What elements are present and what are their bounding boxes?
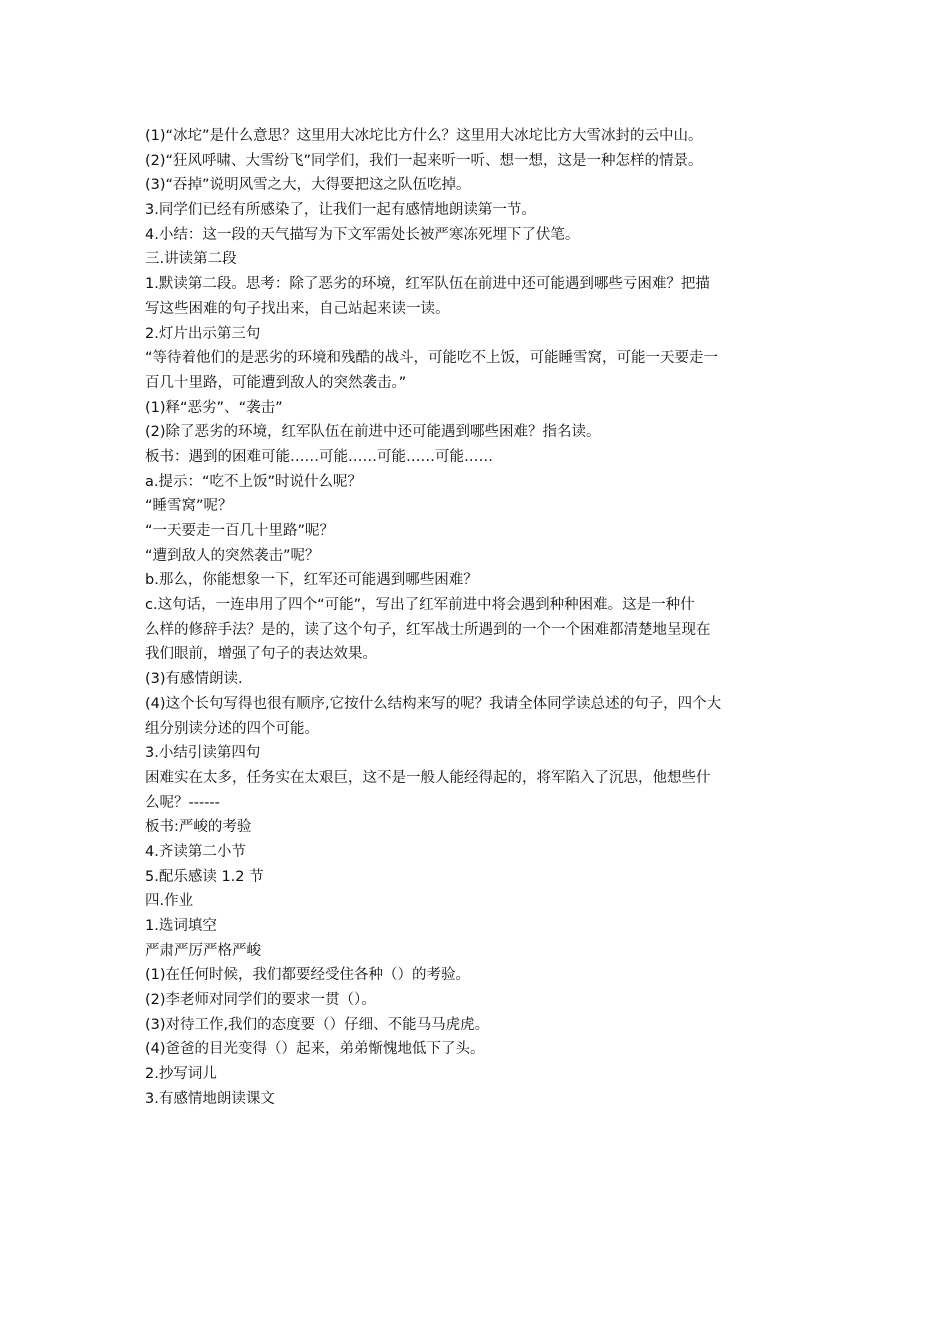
- section-heading: 四.作业: [145, 893, 194, 910]
- text-line: (3)有感情朗读.: [145, 671, 243, 688]
- text-line: 写这些困难的句子找出来，自己站起来读一读。: [145, 300, 450, 317]
- text-line: (2)“狂风呼啸、大雪纷飞”同学们，我们一起来听一听、想一想，这是一种怎样的情景。: [145, 152, 703, 169]
- text-line: (4)这个长句写得也很有顺序,它按什么结构来写的呢？我请全体同学读总述的句子，四个大: [145, 695, 722, 712]
- text-line: 板书:严峻的考验: [145, 819, 252, 836]
- text-line: 3.有感情地朗读课文: [145, 1090, 275, 1107]
- text-line: (1)“冰坨”是什么意思？这里用大冰坨比方什么？这里用大冰坨比方大雪冰封的云中山。: [145, 128, 703, 144]
- exercise-item: (4)爸爸的目光变得（）起来，弟弟惭愧地低下了头。: [145, 1041, 485, 1058]
- text-line: “遭到敌人的突然袭击”呢？: [145, 547, 320, 564]
- text-line: (3)“吞掉”说明风雪之大，大得要把这之队伍吃掉。: [145, 177, 471, 194]
- exercise-item: (3)对待工作,我们的态度要（）仔细、不能马马虎虎。: [145, 1016, 490, 1033]
- text-line: 组分别读分述的四个可能。: [145, 720, 319, 737]
- exercise-item: (2)李老师对同学们的要求一贯（）。: [145, 992, 376, 1009]
- text-line: 3.同学们已经有所感染了，让我们一起有感情地朗读第一节。: [145, 202, 536, 219]
- text-line: 5.配乐感读 1.2 节: [145, 868, 264, 885]
- text-line: 4.小结：这一段的天气描写为下文军需处长被严寒冻死埋下了伏笔。: [145, 226, 580, 243]
- text-line: 1.默读第二段。思考：除了恶劣的环境，红军队伍在前进中还可能遇到哪些亏困难？把描: [145, 276, 710, 293]
- text-line: 么样的修辞手法？是的，读了这个句子，红军战士所遇到的一个一个困难都清楚地呈现在: [145, 621, 711, 638]
- text-line: 2.抄写词儿: [145, 1066, 217, 1083]
- text-line: a.提示：“吃不上饭”时说什么呢？: [145, 473, 363, 490]
- document-body: [145, 124, 817, 1112]
- text-line: 我们眼前，增强了句子的表达效果。: [145, 646, 377, 663]
- exercise-item: (1)在任何时候，我们都要经受住各种（）的考验。: [145, 967, 471, 984]
- text-line: (1)释“恶劣”、“袭击”: [145, 399, 283, 416]
- text-line: 么呢？------: [145, 794, 220, 811]
- text-line: 板书：遇到的困难可能……可能……可能……可能……: [145, 448, 493, 465]
- section-heading: 三.讲读第二段: [145, 251, 237, 268]
- text-line: 2.灯片出示第三句: [145, 325, 261, 342]
- text-line: 3.小结引读第四句: [145, 745, 261, 762]
- text-line: (2)除了恶劣的环境，红军队伍在前进中还可能遇到哪些困难？指名读。: [145, 424, 601, 441]
- text-line: b.那么，你能想象一下，红军还可能遇到哪些困难？: [145, 572, 478, 589]
- word-choices: 严肃严厉严格严峻: [145, 942, 261, 959]
- text-line: “一天要走一百几十里路”呢？: [145, 523, 335, 539]
- quote-line: 百几十里路，可能遭到敌人的突然袭击。”: [145, 374, 407, 391]
- quote-line: “等待着他们的是恶劣的环境和残酷的战斗，可能吃不上饭，可能睡雪窝，可能一天要走一: [145, 350, 719, 367]
- text-line: 4.齐读第二小节: [145, 843, 246, 860]
- text-line: “睡雪窝”呢？: [145, 498, 233, 515]
- text-line: c.这句话，一连串用了四个“可能”，写出了红军前进中将会遇到种种困难。这是一种什: [145, 597, 695, 614]
- text-line: 困难实在太多，任务实在太艰巨，这不是一般人能经得起的，将军陷入了沉思，他想些什: [145, 769, 711, 786]
- text-line: 1.选词填空: [145, 918, 217, 934]
